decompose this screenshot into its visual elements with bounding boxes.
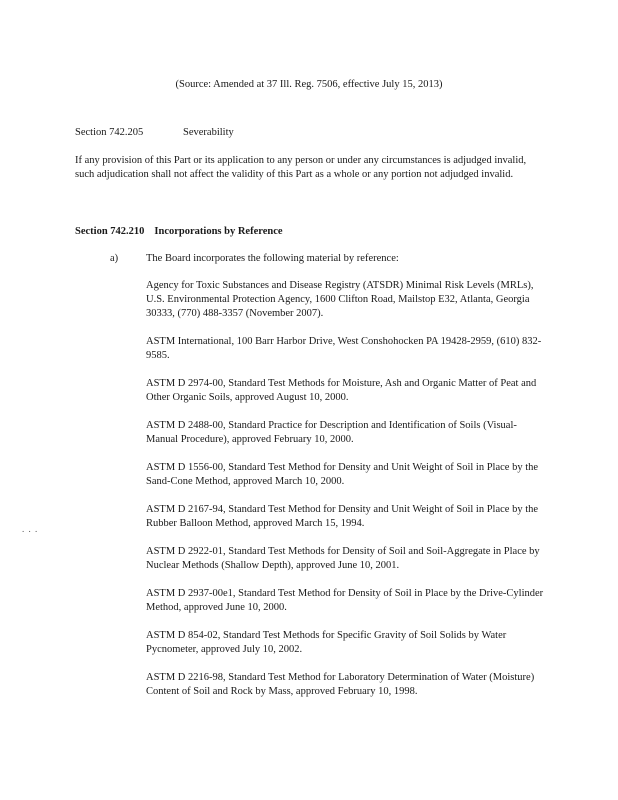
section-number: Section 742.205 <box>75 127 144 138</box>
section-742-205-heading <box>75 126 234 140</box>
subsection-a <box>110 252 399 266</box>
section-title: Incorporations by Reference <box>154 226 283 237</box>
subsection-text: The Board incorporates the following material by reference: <box>146 253 399 264</box>
reference-item: ASTM D 2216-98, Standard Test Method for Laboratory Determination of Water (Moisture) Content of Soil and Rock by Mass, approved February 10, 1998. <box>146 672 535 697</box>
section-742-210-heading <box>75 225 283 239</box>
section-number: Section 742.210 <box>75 226 145 237</box>
reference-item: ASTM D 2167-94, Standard Test Method for Density and Unit Weight of Soil in Place by the Rubber Balloon Method, approved March 15, 1994. <box>146 504 539 529</box>
severability-paragraph: If any provision of this Part or its application to any person or under any circumstances is adjudged invalid, such adjudication shall not affect the validity of this Part as a whole or any portion not adjudged invalid. <box>75 155 527 180</box>
reference-item: ASTM D 2488-00, Standard Practice for Description and Identification of Soils (Visual-Manual Procedure), approved February 10, 2000. <box>146 420 517 445</box>
subsection-letter: a) <box>110 253 119 264</box>
margin-mark: . . . <box>22 524 39 534</box>
reference-item: ASTM D 2937-00e1, Standard Test Method for Density of Soil in Place by the Drive-Cylinder Method, approved June 10, 2000. <box>146 588 544 613</box>
reference-item: ASTM D 1556-00, Standard Test Method for Density and Unit Weight of Soil in Place by the Sand-Cone Method, approved March 10, 2000. <box>146 462 539 487</box>
source-note: (Source: Amended at 37 Ill. Reg. 7506, effective July 15, 2013) <box>175 79 443 90</box>
reference-item: ASTM D 2974-00, Standard Test Methods for Moisture, Ash and Organic Matter of Peat and Other Organic Soils, approved August 10, 2000. <box>146 378 537 403</box>
reference-item: Agency for Toxic Substances and Disease Registry (ATSDR) Minimal Risk Levels (MRLs), U.S. Environmental Protection Agency, 1600 Clifton Road, Mailstop E32, Atlanta, Georgia 30333, (770) 488-3357 (November 2007). <box>146 280 534 319</box>
reference-item: ASTM D 2922-01, Standard Test Methods for Density of Soil and Soil-Aggregate in Place by Nuclear Methods (Shallow Depth), approved June 10, 2001. <box>146 546 540 571</box>
section-title: Severability <box>183 127 234 138</box>
reference-item: ASTM D 854-02, Standard Test Methods for Specific Gravity of Soil Solids by Water Pycnometer, approved July 10, 2002. <box>146 630 507 655</box>
reference-list <box>146 279 546 713</box>
reference-item: ASTM International, 100 Barr Harbor Drive, West Conshohocken PA 19428-2959, (610) 832-9585. <box>146 336 542 361</box>
